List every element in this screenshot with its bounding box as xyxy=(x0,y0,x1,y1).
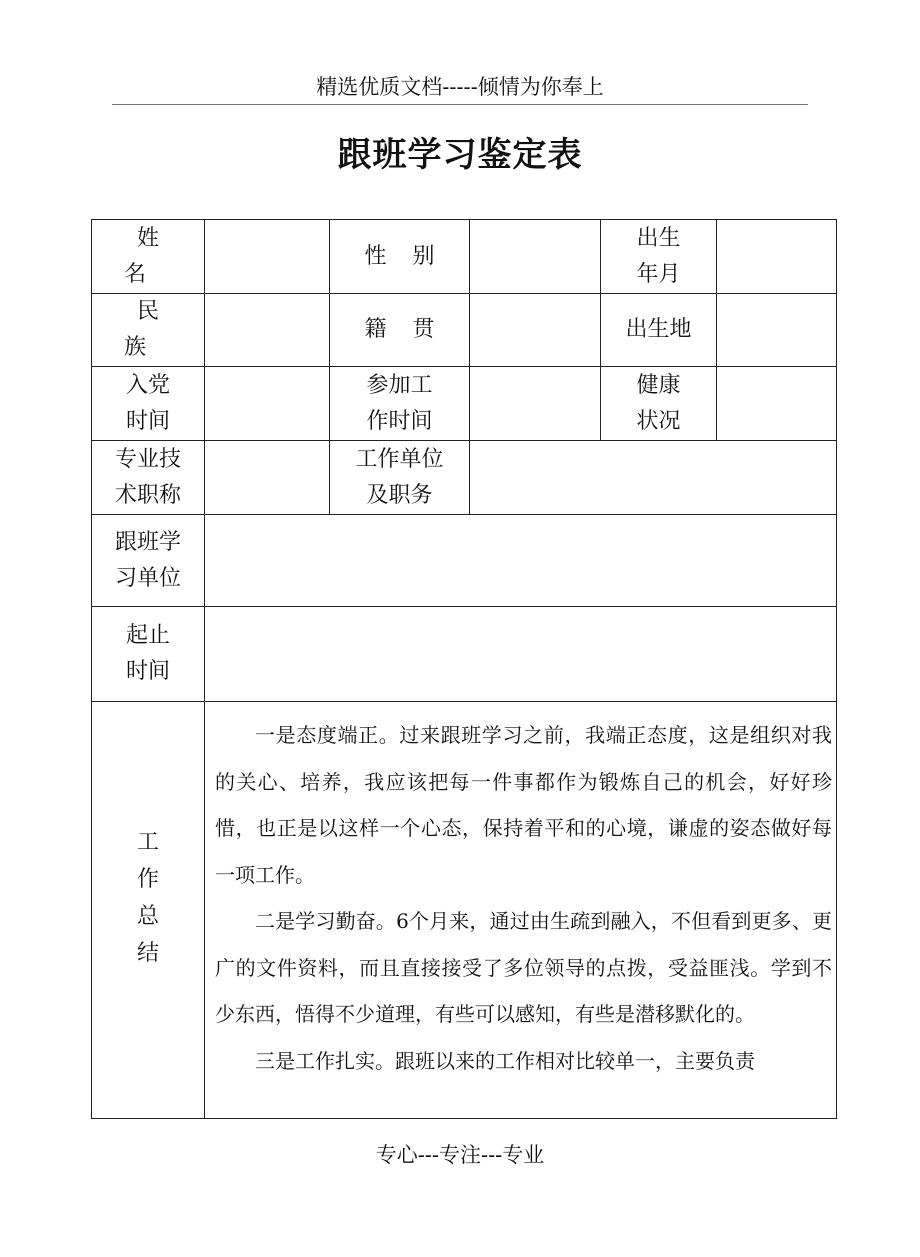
training-unit-label-line-2: 习单位 xyxy=(114,565,181,591)
work-summary-text[interactable] xyxy=(205,702,837,1119)
work-summary-label-char-4: 结 xyxy=(136,941,159,966)
form-row-basic xyxy=(92,220,837,294)
native-label-cell xyxy=(330,294,470,367)
work-start-label-cell xyxy=(330,367,470,441)
training-unit-label-cell xyxy=(92,515,205,607)
work-unit-label-line-2: 及职务 xyxy=(366,482,433,508)
party-label-cell xyxy=(92,367,205,441)
summary-paragraph-3: 三是工作扎实。跟班以来的工作相对比较单一，主要负责 xyxy=(255,1048,755,1073)
name-field[interactable] xyxy=(205,220,330,294)
work-summary-label xyxy=(92,702,204,972)
professional-title-label-line-2: 术职称 xyxy=(114,482,181,508)
birthplace-label: 出生地 xyxy=(601,294,717,367)
page-header: 精选优质文档-----倾情为你奉上 xyxy=(112,70,808,105)
work-start-field[interactable] xyxy=(470,367,601,441)
summary-paragraph-1: 一是态度端正。过来跟班学习之前，我端正态度，这是组织对我的关心、培养，我应该把每一件事都作为锻炼自己的机会，好好珍惜，也正是以这样一个心态，保持着平和的心境，谦虚的姿态做好每一项工作。 xyxy=(215,723,832,887)
training-unit-label-line-1: 跟班学 xyxy=(114,529,181,555)
form-row-position xyxy=(92,441,837,515)
work-unit-label-cell xyxy=(330,441,470,515)
birth-label-line-2: 年月 xyxy=(636,261,681,287)
party-label-line-1: 入党 xyxy=(125,372,170,398)
work-summary-body xyxy=(215,712,832,1117)
appraisal-form-table xyxy=(91,219,837,1119)
work-start-label-line-1: 参加工 xyxy=(366,372,433,398)
birth-label-cell xyxy=(601,220,717,294)
period-field[interactable] xyxy=(205,607,837,702)
period-label-line-1: 起止 xyxy=(125,623,170,648)
form-row-origin xyxy=(92,294,837,367)
party-time-field[interactable] xyxy=(205,367,330,441)
work-summary-label-char-3: 总 xyxy=(136,904,159,929)
work-summary-label-cell xyxy=(92,702,205,1119)
health-label-cell xyxy=(601,367,717,441)
ethnicity-label-cell xyxy=(92,294,205,367)
form-row-training-unit xyxy=(92,515,837,607)
work-unit-field[interactable] xyxy=(470,441,837,515)
page-footer: 专心---专注---专业 xyxy=(375,1143,545,1167)
professional-title-field[interactable] xyxy=(205,441,330,515)
work-summary-label-char-2: 作 xyxy=(136,867,159,892)
ethnicity-field[interactable] xyxy=(205,294,330,367)
training-unit-field[interactable] xyxy=(205,515,837,607)
birth-field[interactable] xyxy=(717,220,837,294)
name-label: 姓名 xyxy=(123,225,185,287)
health-label-line-1: 健康 xyxy=(636,372,681,398)
gender-label-cell xyxy=(330,220,470,294)
party-label-line-2: 时间 xyxy=(125,408,170,434)
health-label-line-2: 状况 xyxy=(636,408,681,434)
health-field[interactable] xyxy=(717,367,837,441)
work-unit-label-line-1: 工作单位 xyxy=(355,446,444,472)
gender-label: 性别 xyxy=(364,243,461,269)
gender-field[interactable] xyxy=(470,220,601,294)
professional-title-label-cell xyxy=(92,441,205,515)
period-label-cell xyxy=(92,607,205,702)
native-label: 籍贯 xyxy=(364,317,461,342)
name-label-cell xyxy=(92,220,205,294)
birth-label-line-1: 出生 xyxy=(636,225,681,251)
summary-paragraph-2: 二是学习勤奋。6个月来，通过由生疏到融入，不但看到更多、更广的文件资料，而且直接接受了多位领导的点拨，受益匪浅。学到不少东西，悟得不少道理，有些可以感知，有些是潜移默化的。 xyxy=(215,909,832,1026)
birthplace-field[interactable] xyxy=(717,294,837,367)
native-field[interactable] xyxy=(470,294,601,367)
professional-title-label-line-1: 专业技 xyxy=(114,446,181,472)
work-start-label-line-2: 作时间 xyxy=(366,408,433,434)
form-row-history xyxy=(92,367,837,441)
work-summary-label-char-1: 工 xyxy=(136,830,159,855)
form-row-summary xyxy=(92,702,837,1119)
document-title: 跟班学习鉴定表 xyxy=(337,135,583,175)
form-row-period xyxy=(92,607,837,702)
period-label-line-2: 时间 xyxy=(125,659,170,684)
ethnicity-label: 民族 xyxy=(123,299,185,360)
